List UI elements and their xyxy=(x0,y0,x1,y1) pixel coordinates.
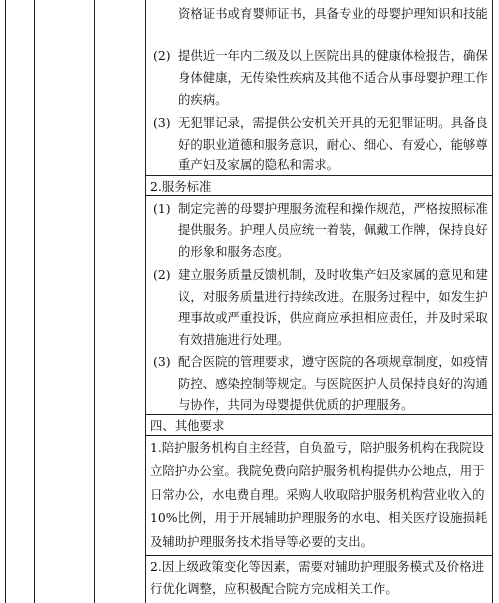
section-title: 四、其他要求 xyxy=(150,418,225,433)
table-border-col1 xyxy=(34,0,35,603)
table-border-col3 xyxy=(145,0,146,603)
other-requirement-text: 日常办公，水电费自理。采购人收取陪护服务机构营业收入的 xyxy=(150,487,485,502)
item-number: (3) xyxy=(153,354,171,369)
table-border-left xyxy=(5,0,6,603)
record-text: 无犯罪记录，需提供公安机关开具的无犯罪证明。具备良 xyxy=(178,115,488,130)
cooperation-text: 配合医院的管理要求，遵守医院的各项规章制度，如疫情 xyxy=(178,354,488,369)
feedback-text: 理事故或严重投诉，供应商应承担相应责任，并及时采取 xyxy=(178,310,488,325)
other-requirement-text: 1.陪护服务机构自主经营，自负盈亏，陪护服务机构在我院设 xyxy=(150,440,484,455)
other-requirement-text: 10%比例，用于开展辅助护理服务的水电、相关医疗设施损耗 xyxy=(150,510,488,525)
table-border-right xyxy=(492,0,493,603)
item-number: (3) xyxy=(153,115,171,130)
health-text: 的疾病。 xyxy=(178,92,228,107)
table-border-col2 xyxy=(94,0,95,603)
standard-text: 制定完善的母婴护理服务流程和操作规范，严格按照标准 xyxy=(178,201,488,216)
standard-text: 提供服务。护理人员应统一着装，佩戴工作牌，保持良好 xyxy=(178,222,488,237)
row-divider xyxy=(145,555,493,556)
policy-change-text: 2.因上级政策变化等因素，需要对辅助护理服务模式及价格进 xyxy=(150,559,484,574)
feedback-text: 有效措施进行处理。 xyxy=(178,332,290,347)
section-title: 2.服务标准 xyxy=(150,179,212,194)
item-number: (2) xyxy=(153,267,171,282)
qualification-text: 资格证书或育婴师证书，具备专业的母婴护理知识和技能 xyxy=(178,6,488,21)
policy-change-text: 行优化调整，应积极配合院方完成相关工作。 xyxy=(150,581,398,596)
health-text: 提供近一年内二级及以上医院出具的健康体检报告，确保 xyxy=(178,48,488,63)
cooperation-text: 与协作，共同为母婴提供优质的护理服务。 xyxy=(178,397,414,412)
standard-text: 的形象和服务态度。 xyxy=(178,244,290,259)
record-text: 重产妇及家属的隐私和需求。 xyxy=(178,157,340,172)
other-requirement-text: 立陪护办公室。我院免费向陪护服务机构提供办公地点，用于 xyxy=(150,463,485,478)
other-requirement-text: 及辅助护理服务技术指导等必要的支出。 xyxy=(150,534,374,549)
record-text: 好的职业道德和服务意识，耐心、细心、有爱心，能够尊 xyxy=(178,137,488,152)
item-number: (2) xyxy=(153,48,171,63)
health-text: 身体健康，无传染性疾病及其他不适合从事母婴护理工作 xyxy=(178,70,488,85)
item-number: (1) xyxy=(153,201,171,216)
feedback-text: 议，对服务质量进行持续改进。在服务过程中，如发生护 xyxy=(178,289,488,304)
feedback-text: 建立服务质量反馈机制，及时收集产妇及家属的意见和建 xyxy=(178,267,488,282)
cooperation-text: 防控、感染控制等规定。与医院医护人员保持良好的沟通 xyxy=(178,376,488,391)
